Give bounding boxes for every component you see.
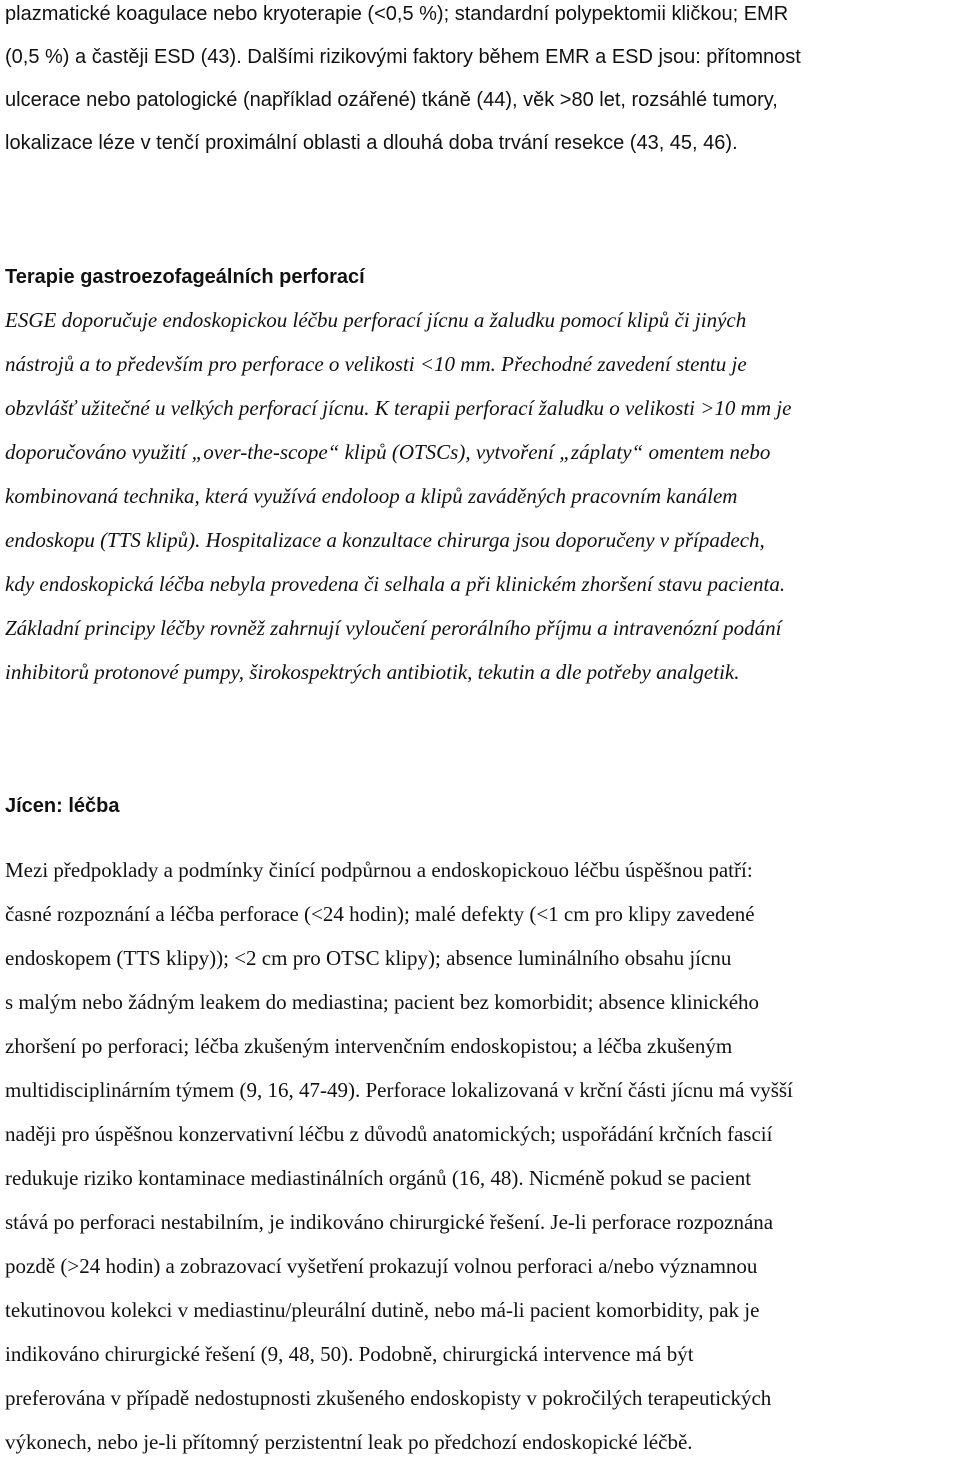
text-line: inhibitorů protonové pumpy, širokospektrých antibiotik, tekutin a dle potřeby analgetik.	[5, 660, 740, 684]
text-line: časné rozpoznání a léčba perforace (<24 hodin); malé defekty (<1 cm pro klipy zavedené	[5, 902, 755, 926]
text-line: výkonech, nebo je-li přítomný perzistentní leak po předchozí endoskopické léčbě.	[5, 1430, 693, 1454]
text-line: s malým nebo žádným leakem do mediastina; pacient bez komorbidit; absence klinického	[5, 990, 760, 1014]
text-line: nástrojů a to především pro perforace o velikosti <10 mm. Přechodné zavedení stentu je	[5, 352, 747, 376]
text-line: stává po perforaci nestabilním, je indikováno chirurgické řešení. Je-li perforace rozpoznána	[5, 1210, 774, 1234]
text-line: lokalizace léze v tenčí proximální oblasti a dlouhá doba trvání resekce (43, 45, 46).	[5, 132, 738, 154]
text-line: Mezi předpoklady a podmínky činící podpůrnou a endoskopickouo léčbu úspěšnou patří:	[5, 858, 753, 882]
text-line: kdy endoskopická léčba nebyla provedena či selhala a při klinickém zhoršení stavu pacienta.	[5, 572, 786, 596]
text-line: (0,5 %) a častěji ESD (43). Dalšími rizikovými faktory během EMR a ESD jsou: přítomnost	[5, 46, 801, 68]
text-line: Základní principy léčby rovněž zahrnují vyloučení perorálního příjmu a intravenózní podání	[5, 616, 782, 640]
text-line: multidisciplinárním týmem (9, 16, 47-49). Perforace lokalizovaná v krční části jícnu má vyšší	[5, 1078, 793, 1102]
text-line: endoskopem (TTS klipy)); <2 cm pro OTSC klipy); absence luminálního obsahu jícnu	[5, 946, 732, 970]
text-line: indikováno chirurgické řešení (9, 48, 50). Podobně, chirurgická intervence má být	[5, 1342, 694, 1366]
text-line: pozdě (>24 hodin) a zobrazovací vyšetření prokazují volnou perforaci a/nebo významnou	[5, 1254, 758, 1278]
text-line: redukuje riziko kontaminace mediastinálních orgánů (16, 48). Nicméně pokud se pacient	[5, 1166, 752, 1190]
text-line: ESGE doporučuje endoskopickou léčbu perforací jícnu a žaludku pomocí klipů či jiných	[5, 308, 747, 332]
text-line: plazmatické koagulace nebo kryoterapie (<0,5 %); standardní polypektomii kličkou; EMR	[5, 3, 789, 25]
text-line: ulcerace nebo patologické (například ozářené) tkáně (44), věk >80 let, rozsáhlé tumory,	[5, 89, 778, 111]
text-line: naději pro úspěšnou konzervativní léčbu z důvodů anatomických; uspořádání krčních fascií	[5, 1122, 773, 1146]
text-line: tekutinovou kolekci v mediastinu/pleurální dutině, nebo má-li pacient komorbidity, pak je	[5, 1298, 760, 1322]
section-heading: Terapie gastroezofageálních perforací	[5, 266, 365, 288]
text-line: obzvlášť užitečné u velkých perforací jícnu. K terapii perforací žaludku o velikosti >10 mm je	[5, 396, 792, 420]
text-line: preferována v případě nedostupnosti zkušeného endoskopisty v pokročilých terapeutických	[5, 1386, 772, 1410]
section-heading: Jícen: léčba	[5, 795, 120, 817]
text-line: doporučováno využití „over-the-scope“ klipů (OTSCs), vytvoření „záplaty“ omentem nebo	[5, 440, 771, 464]
text-line: kombinovaná technika, která využívá endoloop a klipů zaváděných pracovním kanálem	[5, 484, 738, 508]
text-line: endoskopu (TTS klipů). Hospitalizace a konzultace chirurga jsou doporučeny v případech,	[5, 528, 765, 552]
text-line: zhoršení po perforaci; léčba zkušeným intervenčním endoskopistou; a léčba zkušeným	[5, 1034, 733, 1058]
